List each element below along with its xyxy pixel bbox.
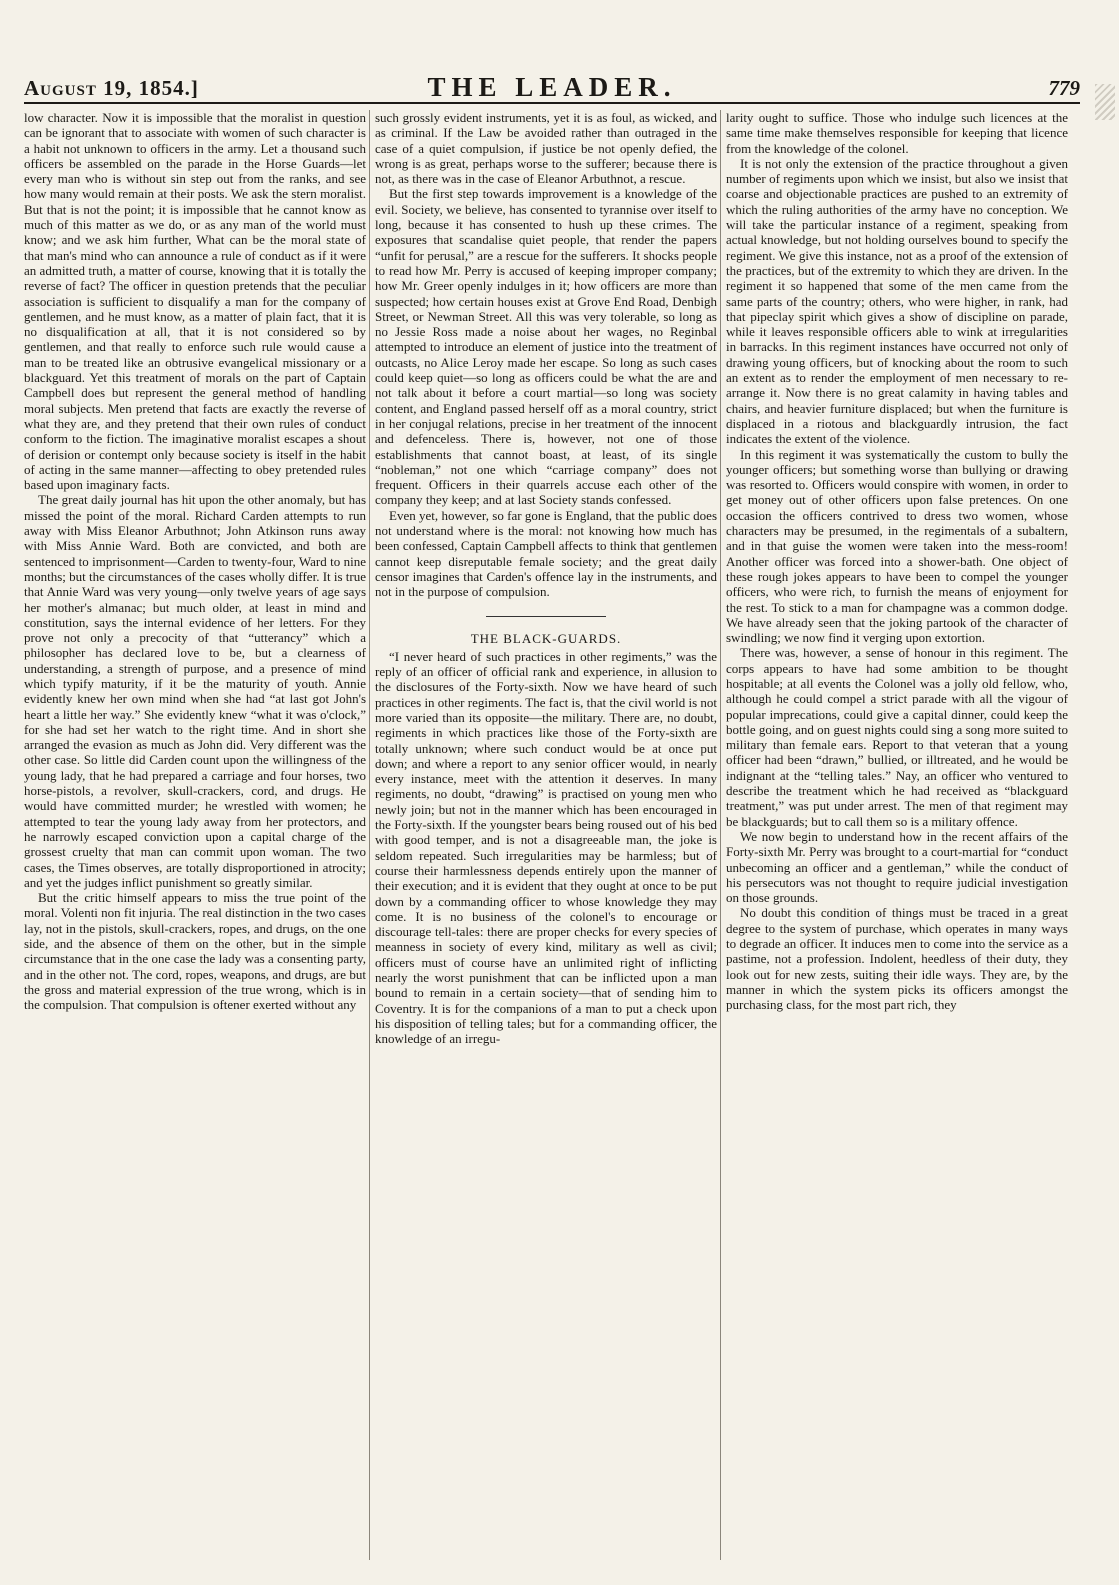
paragraph: We now begin to understand how in the recent affairs of the Forty-sixth Mr. Perry was brought to a court-martial for “conduct unbecoming an officer and a gentleman,” while the conduct of his persecutors was not thought to require judicial investigation on those grounds. xyxy=(726,828,1068,906)
header-rule xyxy=(24,102,1080,104)
issue-date: August 19, 1854.] xyxy=(24,76,199,100)
paragraph: But the critic himself appears to miss the true point of the moral. Volenti non fit injuria. The real distinction in the two cases lay, not in the pistols, skull-crackers, ropes, and drugs, on the one side, and the absence of them on the other, but in the simple circumstance that in the one case the lady was a consenting party, and in the other not. The cord, ropes, weapons, and drugs, are but the gross and material expression of the true wrong, which is in the compulsion. That compulsion is oftener exerted without any xyxy=(24,890,366,1013)
paragraph: low character. Now it is impossible that the moralist in question can be ignorant that to associate with women of such character is a habit not unknown to officers in the army. Let a thousand such officers be assembled on the parade in the Horse Guards—let every man who is without sin step out from the ranks, and see how many would remain at their posts. We ask the stern moralist. But that is not the point; it is impossible that he cannot know as much of this matter as we do, or as any man of the world must know; and we ask him further, What can be the moral state of that man's mind who can announce a rule of conduct as if it were an admitted truth, a matter of course, knowing that it is totally the reverse of fact? The officer in question pretends that the peculiar association is sufficient to disqualify a man for the company of gentlemen, and he must know, as a matter of plain fact, that it is no disqualification at all, that it is not considered so by gentlemen, and that really to enforce such rule would cause a man to be treated like an obtrusive evangelical missionary or a blackguard. Yet this treatment of morals on the part of Captain Campbell does but represent the general method of handling moral subjects. Men pretend that facts are exactly the reverse of what they are, and they pretend that their own rules of conduct conform to the fiction. The imaginative moralist escapes a shout of derision or contempt only because society is itself in the habit of acting in the same manner—affecting to obey pretended rules based upon imaginary facts. xyxy=(24,110,366,493)
paragraph: In this regiment it was systematically the custom to bully the younger officers; but something worse than bullying or drawing was resorted to. Officers would conspire with women, in order to get money out of other officers upon false pretences. On one occasion the officers contrived to dress two women, whose characters may be presumed, in the regimentals of a subaltern, and in that guise the women were taken into the mess-room! Another officer was forced into a shower-bath. One object of these rough jokes appears to have been to compel the younger officers, who were rich, to furnish the means of enjoyment for the rest. To stick to a man for champagne was a common dodge. We have already seen that the joking partook of the character of swindling; we now find it verging upon extortion. xyxy=(726,446,1068,646)
paragraph: larity ought to suffice. Those who indulge such licences at the same time make themselves responsible for keeping that licence from the knowledge of the colonel. xyxy=(726,110,1068,156)
scan-edge-mark xyxy=(1095,84,1115,120)
section-title: THE BLACK-GUARDS. xyxy=(470,630,622,646)
masthead-title: THE LEADER. xyxy=(427,72,677,102)
page-header xyxy=(24,68,1080,102)
column-3 xyxy=(726,110,1068,1560)
paragraph: “I never heard of such practices in other regiments,” was the reply of an officer of official rank and experience, in allusion to the disclosures of the Forty-sixth. Now we have heard of such practices in other regiments. The fact is, that the civil world is not more varied than its opposite—the military. There are, no doubt, regiments in which practices like those of the Forty-sixth are totally unknown; where such conduct would be at once put down; and where a report to any senior officer would, in nearly every instance, meet with the attention it deserves. In many regiments, no doubt, “drawing” is practised on young men who newly join; but not in the manner which has been encouraged in the Forty-sixth. If the youngster bears being roused out of his bed with good temper, and is not a disagreeable man, the joke is seldom repeated. Such irregularities may be harmless; but of course their harmlessness depends entirely upon the manner of their execution; and it is evident that they ought at once to be put down by a commanding officer to whose knowledge they may come. It is no business of the colonel's to encourage or discourage tell-tales: there are proper checks for every species of meanness in society of every kind, military as well as civil; officers must of course have an unlimited right of inflicting nearly the worst punishment that can be inflicted upon a man bound to remain in a certain society—that of sending him to Coventry. It is for the companions of a man to put a check upon his disposition of telling tales; but for a commanding officer, the knowledge of an irregu- xyxy=(375,648,717,1047)
paragraph: such grossly evident instruments, yet it is as foul, as wicked, and as criminal. If the Law be avoided rather than outraged in the case of a quiet compulsion, if justice be not openly defied, the wrong is as great, perhaps worse to the sufferer; because there is not, as there was in the case of Eleanor Arbuthnot, a rescue. xyxy=(375,110,717,187)
section-divider xyxy=(486,616,606,617)
paragraph: The great daily journal has hit upon the other anomaly, but has missed the point of the moral. Richard Carden attempts to run away with Miss Eleanor Arbuthnot; John Atkinson runs away with Miss Annie Ward. Both are convicted, and both are sentenced to imprisonment—Carden to twenty-four, Ward to nine months; but the circumstances of the cases wholly differ. It is true that Annie Ward was very young—only twelve years of age says her mother's almanac; but much older, at least in mind and constitution, says the internal evidence of her letters. For they prove not only a precocity of that “utterancy” which a philosopher has declared love to be, but a clearness of understanding, a strength of purpose, and a presence of mind which typify maturity, if it be the maturity of youth. Annie evidently knew her own mind when she had “at last got John's heart a little her way.” She evidently knew “what it was o'clock,” for she had set her watch to the right time. And in short she arranged the evasion as much as John did. Very different was the other case. So little did Carden count upon the willingness of the young lady, that he had prepared a carriage and four horses, two horse-pistols, a revolver, skull-crackers, cord, and drugs. He would have committed murder; he wrestled with women; he attempted to tear the young lady away from her protectors, and he narrowly escaped conviction upon a capital charge of the grossest cruelty that man can commit upon woman. The two cases, the Times observes, are totally disproportioned in atrocity; and yet the judges inflict punishment so greatly similar. xyxy=(24,492,366,890)
paragraph: But the first step towards improvement is a knowledge of the evil. Society, we believe, has consented to tyrannise over itself to long, because it has consented to hush up these crimes. The exposures that scandalise quiet people, that render the papers “unfit for perusal,” are a rescue for the sufferers. It shocks people to read how Mr. Perry is accused of keeping improper company; how Mr. Greer openly indulges in it; how officers are more than suspected; how certain houses exist at Grove End Road, Denbigh Street, or Newman Street. All this was very tolerable, so long as no Jessie Ross made a noise about her wages, no Reginbal attempted to introduce an element of justice into the treatment of outcasts, no Alice Leroy made her escape. So long as such cases could keep quiet—so long as officers could be what the are and not talk about it before a court martial—so long was society content, and England passed herself off as a moral country, strict in her conjugal relations, precise in her treatment of the innocent and defenceless. There is, however, not one of those establishments that cannot boast, at least, of its single “nobleman,” not one which “carriage company” does not frequent. Officers in their quarrels accuse each other of the company they keep; and at last Society stands confessed. xyxy=(375,186,717,508)
paragraph: It is not only the extension of the practice throughout a given number of regiments upon which we insist, but also we insist that coarse and objectionable practices are pushed to an extremity of which the ruling authorities of the army have no conception. We will take the particular instance of a regiment, speaking from actual knowledge, but not holding ourselves bound to specify the regiment. We give this instance, not as a proof of the extension of the practices, but of the extremity to which they are driven. In the regiment it so happened that some of the men came from the same parts of the country; others, who were higher, in rank, had that pipeclay spirit which gives a show of discipline on parade, while it leaves responsible officers able to wink at irregularities in barracks. In this regiment instances have occurred not only of drawing young officers, but of knocking about the room to such an extent as to render the employment of men necessary to re-arrange it. Now there is no great calamity in having tables and chairs, and heavier furniture displaced; but when the furniture is displaced in a riotous and blackguardly intrusion, the fact indicates the extent of the violence. xyxy=(726,155,1068,447)
column-divider xyxy=(720,110,721,1560)
page-number: 779 xyxy=(1048,76,1080,100)
paragraph: Even yet, however, so far gone is England, that the public does not understand where is the moral: not knowing how much has been confessed, Captain Campbell affects to think that gentlemen cannot keep disreputable female society; and the great daily censor imagines that Carden's offence lay in the instruments, and not in the purpose of compulsion. xyxy=(375,507,717,600)
paragraph: There was, however, a sense of honour in this regiment. The corps appears to have had some ambition to be thought hospitable; at all events the Colonel was a jolly old fellow, who, although he could compel a strict parade with all the vigour of popular imprecations, could give a capital dinner, could keep the bottle going, and on guest nights could sing a song more suited to military than female ears. Report to that veteran that a young officer had been “drawn,” bullied, or illtreated, and he would be indignant at the “telling tales.” Nay, an officer who ventured to describe the treatment which he had received as “blackguard treatment,” was put under arrest. The men of that regiment may be blackguards; but to call them so is a military offence. xyxy=(726,645,1068,829)
paragraph: No doubt this condition of things must be traced in a great degree to the system of purchase, which operates in many ways to degrade an officer. It induces men to come into the service as a pastime, not a profession. Indolent, heedless of their duty, they look out for new zests, suiting their idle ways. They are, by the manner in which the system picks its officers amongst the purchasing class, for the most part rich, they xyxy=(726,905,1068,1013)
column-1 xyxy=(24,110,366,1560)
column-2 xyxy=(375,110,717,1560)
column-divider xyxy=(369,110,370,1560)
